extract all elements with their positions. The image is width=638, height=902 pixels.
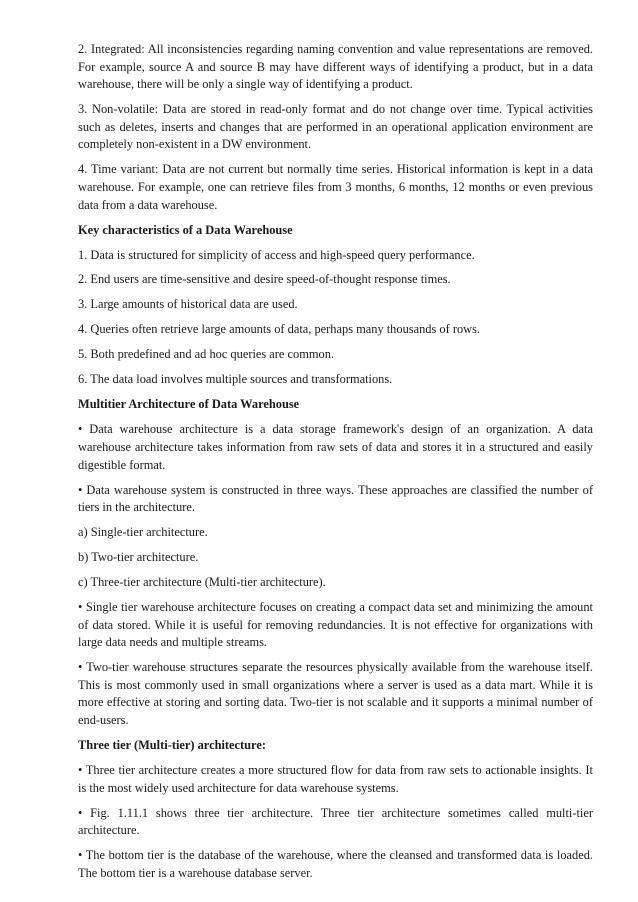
list-item: 5. Both predefined and ad hoc queries are common.: [78, 347, 334, 362]
list-item-single-tier: a) Single-tier architecture.: [78, 525, 208, 540]
paragraph-integrated: 2. Integrated: All inconsistencies regarding naming convention and value representations are removed. For example, source A and source B may have different ways of identifying a product, but in a data warehouse, there will be only a single way of identifying a product.: [78, 42, 593, 92]
paragraph-time-variant: 4. Time variant: Data are not current but normally time series. Historical information is kept in a data warehouse. For example, one can retrieve files from 3 months, 6 months, 12 months or even previous data from a data warehouse.: [78, 162, 593, 212]
list-item: 6. The data load involves multiple sources and transformations.: [78, 372, 393, 387]
heading-three-tier: Three tier (Multi-tier) architecture:: [78, 738, 266, 753]
list-item-two-tier: b) Two-tier architecture.: [78, 550, 199, 565]
list-item-three-tier: c) Three-tier architecture (Multi-tier architecture).: [78, 575, 326, 590]
paragraph-dw-architecture: • Data warehouse architecture is a data storage framework's design of an organization. A data warehouse architecture takes information from raw sets of data and stores it in a structured and easily digestible format.: [78, 422, 593, 472]
paragraph-three-ways: • Data warehouse system is constructed in three ways. These approaches are classified the number of tiers in the architecture.: [78, 482, 593, 515]
paragraph-fig-reference: • Fig. 1.11.1 shows three tier architecture. Three tier architecture sometimes called multi-tier architecture.: [78, 805, 593, 838]
heading-multitier-architecture: Multitier Architecture of Data Warehouse: [78, 397, 300, 412]
paragraph-bottom-tier: • The bottom tier is the database of the warehouse, where the cleansed and transformed data is loaded. The bottom tier is a warehouse database server.: [78, 848, 593, 880]
list-item: 3. Large amounts of historical data are used.: [78, 297, 298, 312]
heading-key-characteristics: Key characteristics of a Data Warehouse: [78, 222, 293, 237]
list-item: 2. End users are time-sensitive and desire speed-of-thought response times.: [78, 272, 451, 287]
list-item: 4. Queries often retrieve large amounts of data, perhaps many thousands of rows.: [78, 322, 481, 337]
paragraph-single-tier: • Single tier warehouse architecture focuses on creating a compact data set and minimizing the amount of data stored. While it is useful for removing redundancies. It is not effective for organizations with large data needs and multiple streams.: [78, 600, 593, 650]
paragraph-two-tier: • Two-tier warehouse structures separate the resources physically available from the warehouse itself. This is most commonly used in small organizations where a server is used as a data mart. While it is more effective at storing and sorting data. Two-tier is not scalable and it supports a minimal number of end-users.: [78, 660, 593, 728]
paragraph-three-tier-flow: • Three tier architecture creates a more structured flow for data from raw sets to actionable insights. It is the most widely used architecture for data warehouse systems.: [78, 763, 593, 795]
paragraph-non-volatile: 3. Non-volatile: Data are stored in read-only format and do not change over time. Typical activities such as deletes, inserts and changes that are performed in an operational application environment are completely non-existent in a DW environment.: [78, 102, 593, 152]
list-item: 1. Data is structured for simplicity of access and high-speed query performance.: [78, 247, 475, 262]
document-page: [78, 41, 593, 890]
